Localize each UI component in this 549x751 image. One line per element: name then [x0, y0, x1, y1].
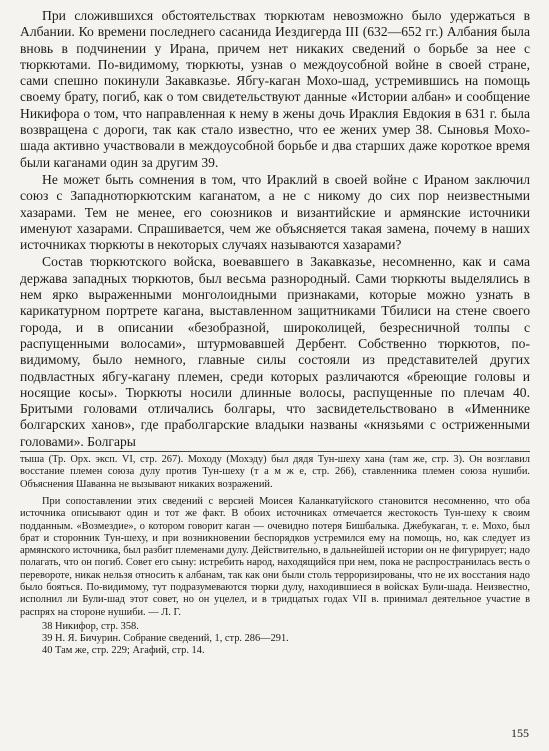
footnote-rule	[20, 451, 530, 452]
footnote-39: 39 Н. Я. Бичурин. Собрание сведений, 1, стр. 286—291.	[42, 633, 289, 645]
footnote-continuation: тыша (Тр. Орх. эксп. VI, стр. 267). Моходу (Мохэду) был дядя Тун-шеху хана (там же, стр. 3). Он возглавил восстание племен союза дулу против Тун-шеху (т а м ж е, стр. 266), ставленника племен союза нушиби. Объяснения Шаванна не вызывают никаких возражений.	[20, 454, 530, 490]
footnote-38: 38 Никифор, стр. 358.	[42, 620, 139, 632]
footnote-40: 40 Там же, стр. 229; Агафий, стр. 14.	[42, 645, 205, 657]
editor-note: При сопоставлении этих сведений с версией Моисея Калaнкатуйского становится несомненно, что оба источника описывают один и тот же факт. В обоих источниках отмечается жестокость Тун-шеху к своим подданным. «Возмездие», о котором говорит каган — очевидно потеря Бишбалыка. Джебукаган, т. е. Мохо, был брат и сторонник Тун-шеху, и при возникновении беспорядков устремился ему на помощь, но, как следует из армянского источника, был разбит племенами дулу. Действительно, в дальнейшей истории он не фигурирует; надо полагать, что он погиб. Совет его сыну: истребить народ, находящийся при нем, пока не распространилась весть о перевороте, никак нельзя относить к албанам, так как они были столь терроризированы, что не их восстания надо было бояться. По-видимому, тут подразумеваются тюрки дулу, находившиеся в войсках Були-шада. Неизвестно, исполнил ли Були-шад этот совет, но он уцелел, и в тридцатых годах VII в. принимал деятельное участие в распрях на стороне нушиби. — Л. Г.	[20, 495, 530, 618]
page-number: 155	[511, 726, 529, 740]
body-paragraph-3: Состав тюркютского войска, воевавшего в Закавказье, несомненно, как и сама держава западных тюркютов, был весьма разнородный. Сами тюркюты выделялись в нем ярко выраженными монголоидными признаками, которые можно узнать в карикатурном портрете кагана, выставленном защитниками Тбилиси на стене своего города, и в описании «безобразной, широколицей, безресничной толпы с распущенными волосами», штурмовавшей Дербент. Собственно тюркютов, по-видимому, было немного, главные силы состояли из представителей других подвластных ябгу-кагану племен, среди которых различаются «бреющие головы и носящие косы». Тюркюты носили длинные волосы, распущенные по плечам 40. Бритыми головами отличались болгары, что засвидетельствовано в «Именнике болгарских ханов», где праболгарские владыки названы «князьями с остриженными головами». Болгары	[20, 254, 530, 449]
page-body	[20, 8, 530, 658]
footnotes-list	[20, 621, 530, 658]
body-paragraph-2: Не может быть сомнения в том, что Ираклий в своей войне с Ираном заключил союз с Западнотюркютским каганатом, а не с никому до сих пор неизвестными хазарами. Тем не менее, его союзников и византийские и армянские источники именуют хазарами. Спрашивается, чем же объясняется такая замена, почему в наших источниках тюркюты в некоторых случаях называются хазарами?	[20, 171, 530, 253]
body-paragraph-1: При сложившихся обстоятельствах тюркютам невозможно было удержаться в Албании. Ко времени последнего сасанида Иездигерда III (632—652 гг.) Албания была вновь в подчинении у Ирана, причем нет никаких сведений о борьбе за нее с тюркютами. По-видимому, тюркюты, узнав о междоусобной войне в своей стране, сами спешно покинули Закавказье. Ябгу-каган Мохо-шад, устремившись на помощь своему брату, погиб, как о том свидетельствуют данные «Истории албан» и сообщение Никифора о том, что направленная к нему в жены дочь Ираклия Евдокия в 631 г. была возвращена с дороги, так как стало известно, что ее жених умер 38. Сыновья Мохо-шада активно участвовали в междоусобной борьбе и два старших даже короткое время были каганами один за другим 39.	[20, 8, 530, 170]
